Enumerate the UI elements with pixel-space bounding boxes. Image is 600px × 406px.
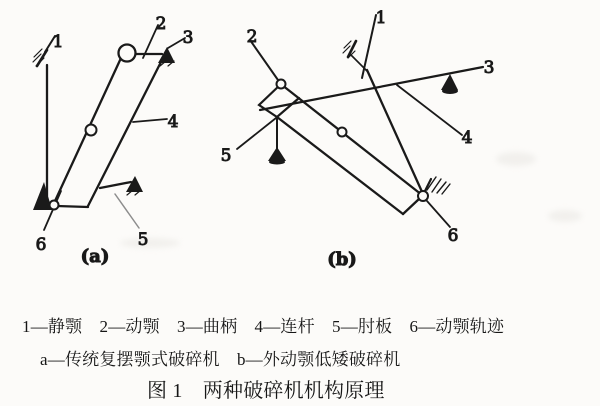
toggle-ground-pivot-b (268, 147, 286, 165)
ground-anchor-top-a (33, 49, 47, 66)
leader-line-4a (133, 119, 167, 122)
legend-line: 1—静颚 2—动颚 3—曲柄 4—连杆 5—肘板 6—动颚轨迹 (22, 317, 505, 336)
sublabel-a: (a) (80, 246, 110, 267)
part-label-3b: 3 (483, 58, 495, 78)
part-label-6a: 6 (35, 235, 47, 255)
toggle-link-a (100, 182, 131, 188)
top-joint-circle-b (277, 80, 286, 89)
part-label-4b: 4 (461, 128, 473, 148)
part-label-6b: 6 (447, 226, 459, 246)
diagram-b (221, 8, 495, 270)
ground-anchor-top-b (343, 41, 367, 71)
part-label-2b: 2 (246, 27, 258, 47)
ground-anchor-bottom-b (424, 177, 450, 194)
sublabel-b: (b) (327, 249, 357, 270)
part-label-3a: 3 (182, 28, 194, 48)
crank-ground-pivot-b (441, 74, 458, 94)
bottom-joint-circle-a (50, 201, 59, 210)
mid-joint-circle-b (338, 128, 347, 137)
moving-jaw-body-b (277, 85, 422, 214)
bottom-joint-circle-b (418, 191, 428, 201)
part-label-1b: 1 (375, 8, 387, 28)
leader-line-6b (427, 201, 450, 227)
mid-joint-circle-a (86, 125, 97, 136)
eccentric-joint-circle-a (119, 45, 136, 62)
figure-title: 图 1 两种破碎机机构原理 (147, 380, 385, 402)
leader-line-5b (237, 118, 276, 149)
leader-line-5a (115, 194, 139, 228)
part-label-2a: 2 (155, 14, 167, 34)
diagram-a (33, 14, 193, 267)
moving-jaw-outline-a (55, 56, 164, 207)
subfigure-legend-line: a—传统复摆颚式破碎机 b—外动颚低矮破碎机 (40, 350, 401, 369)
part-label-5b: 5 (220, 146, 232, 166)
toggle-ground-pivot-a (126, 176, 143, 195)
part-label-5a: 5 (137, 230, 149, 250)
part-label-1a: 1 (52, 32, 64, 52)
part-label-4a: 4 (167, 112, 179, 132)
